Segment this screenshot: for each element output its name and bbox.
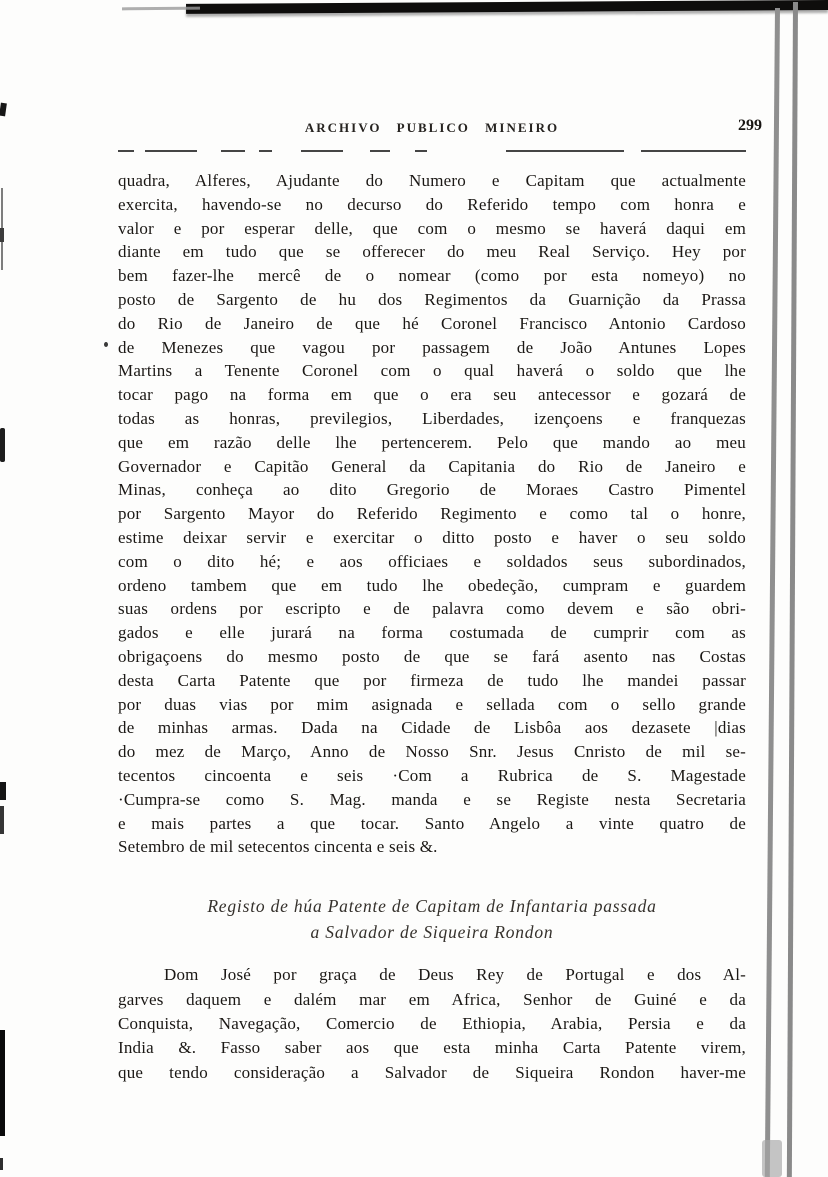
rule-segment xyxy=(370,150,390,152)
scan-artifact-left-bar xyxy=(0,1030,5,1136)
page-number: 299 xyxy=(738,117,762,134)
body-paragraph-carta-patente xyxy=(118,169,746,859)
body-paragraph-dom-jose xyxy=(118,963,746,1085)
text-line: ·Cumpra-se como S. Mag. manda e se Registe nesta Secretaria xyxy=(118,789,746,809)
scan-artifact-left-mark xyxy=(0,782,6,800)
text-line: obrigaçoens do mesmo posto de que se fará asento nas Costas xyxy=(118,646,746,666)
text-line: Governador e Capitão General da Capitania do Rio de Janeiro e xyxy=(118,456,746,476)
text-line: valor e por esperar delle, que com o mesmo se haverá daqui em xyxy=(118,218,746,238)
page-header xyxy=(118,117,762,142)
rule-segment xyxy=(415,150,427,152)
rule-segment xyxy=(301,150,343,152)
text-line: de minhas armas. Dada na Cidade de Lisbôa aos dezasete |dias xyxy=(118,718,746,738)
scan-artifact-page-edge-inner xyxy=(765,8,780,1177)
rule-segment xyxy=(506,150,624,152)
text-line: Setembro de mil setecentos cincenta e seis &. xyxy=(118,837,438,857)
damaged-horizontal-rule xyxy=(118,149,746,153)
text-line: exercita, havendo-se no decurso do Referido tempo com honra e xyxy=(118,194,746,214)
text-line: posto de Sargento de hu dos Regimentos da Guarnição da Prassa xyxy=(118,289,746,309)
text-line: desta Carta Patente que por firmeza de tudo lhe mandei passar xyxy=(118,670,746,690)
text-line: por duas vias por mim asignada e sellada com o sello grande xyxy=(118,694,746,714)
text-line: tecentos cincoenta e seis ·Com a Rubrica de S. Magestade xyxy=(118,765,746,785)
text-line: do Rio de Janeiro de que hé Coronel Francisco Antonio Cardoso xyxy=(118,313,746,333)
scan-artifact-left-tick xyxy=(0,1158,3,1170)
section-heading-registo-patente xyxy=(118,893,746,945)
rule-segment xyxy=(118,150,134,152)
scan-artifact-page-edge-outer xyxy=(787,2,798,1177)
scan-artifact-edge-smudge xyxy=(762,1140,782,1177)
text-line: tocar pago na forma em que o era seu antecessor e gozará de xyxy=(118,385,746,405)
scan-artifact-left-mark xyxy=(0,806,4,834)
rule-segment xyxy=(259,150,272,152)
text-line: de Menezes que vagou por passagem de João Antunes Lopes xyxy=(118,337,746,357)
text-line: India &. Fasso saber aos que esta minha Carta Patente virem, xyxy=(118,1038,746,1058)
scan-artifact-left-mark xyxy=(0,103,7,117)
page-content xyxy=(118,117,762,1085)
text-line: por Sargento Mayor do Referido Regimento e como tal o honre, xyxy=(118,504,746,524)
text-line: garves daquem e dalém mar em Africa, Senhor de Guiné e da xyxy=(118,989,746,1009)
text-line: Minas, conheça ao dito Gregorio de Moraes Castro Pimentel xyxy=(118,480,746,500)
text-line: e mais partes a que tocar. Santo Angelo a vinte quatro de xyxy=(118,813,746,833)
text-line: bem fazer-lhe mercê de o nomear (como por esta nomeyo) no xyxy=(118,266,746,286)
text-line: gados e elle jurará na forma costumada de cumprir com as xyxy=(118,623,746,643)
text-line: diante em tudo que se offerecer do meu Real Serviço. Hey por xyxy=(118,242,746,262)
rule-segment xyxy=(145,150,197,152)
text-line: Registo de húa Patente de Capitam de Infantaria passada xyxy=(207,896,657,917)
rule-segment xyxy=(221,150,245,152)
scan-artifact-left-blob xyxy=(0,428,5,462)
scan-artifact-top-band xyxy=(186,0,828,14)
text-line: todas as honras, previlegios, Liberdades, izençoens e franquezas xyxy=(118,408,746,428)
text-line: suas ordens por escripto e de palavra como devem e são obri- xyxy=(118,599,746,619)
text-line: Conquista, Navegação, Comercio de Ethiopia, Arabia, Persia e da xyxy=(118,1013,746,1033)
scan-artifact-ink-dot xyxy=(104,342,108,347)
text-line: que tendo consideração a Salvador de Siqueira Rondon haver-me xyxy=(118,1062,746,1082)
text-line: a Salvador de Siqueira Rondon xyxy=(310,922,554,943)
text-line: que em razão delle lhe pertencerem. Pelo que mando ao meu xyxy=(118,432,746,452)
rule-segment xyxy=(641,150,746,152)
text-line: ordeno tambem que em tudo lhe obedeção, cumpram e guardem xyxy=(118,575,746,595)
text-line: quadra, Alferes, Ajudante do Numero e Capitam que actualmente xyxy=(118,171,746,190)
text-line: Dom José por graça de Deus Rey de Portugal e dos Al- xyxy=(164,965,746,985)
text-line: Martins a Tenente Coronel com o qual haverá o soldo que lhe xyxy=(118,361,746,381)
text-line: estime deixar servir e exercitar o ditto posto e haver o seu soldo xyxy=(118,527,746,547)
text-line: com o dito hé; e aos officiaes e soldados seus subordinados, xyxy=(118,551,746,571)
journal-title: ARCHIVO PUBLICO MINEIRO xyxy=(304,120,560,135)
scan-artifact-left-dash xyxy=(0,228,4,242)
text-line: do mez de Março, Anno de Nosso Snr. Jesus Cnristo de mil se- xyxy=(118,742,746,762)
